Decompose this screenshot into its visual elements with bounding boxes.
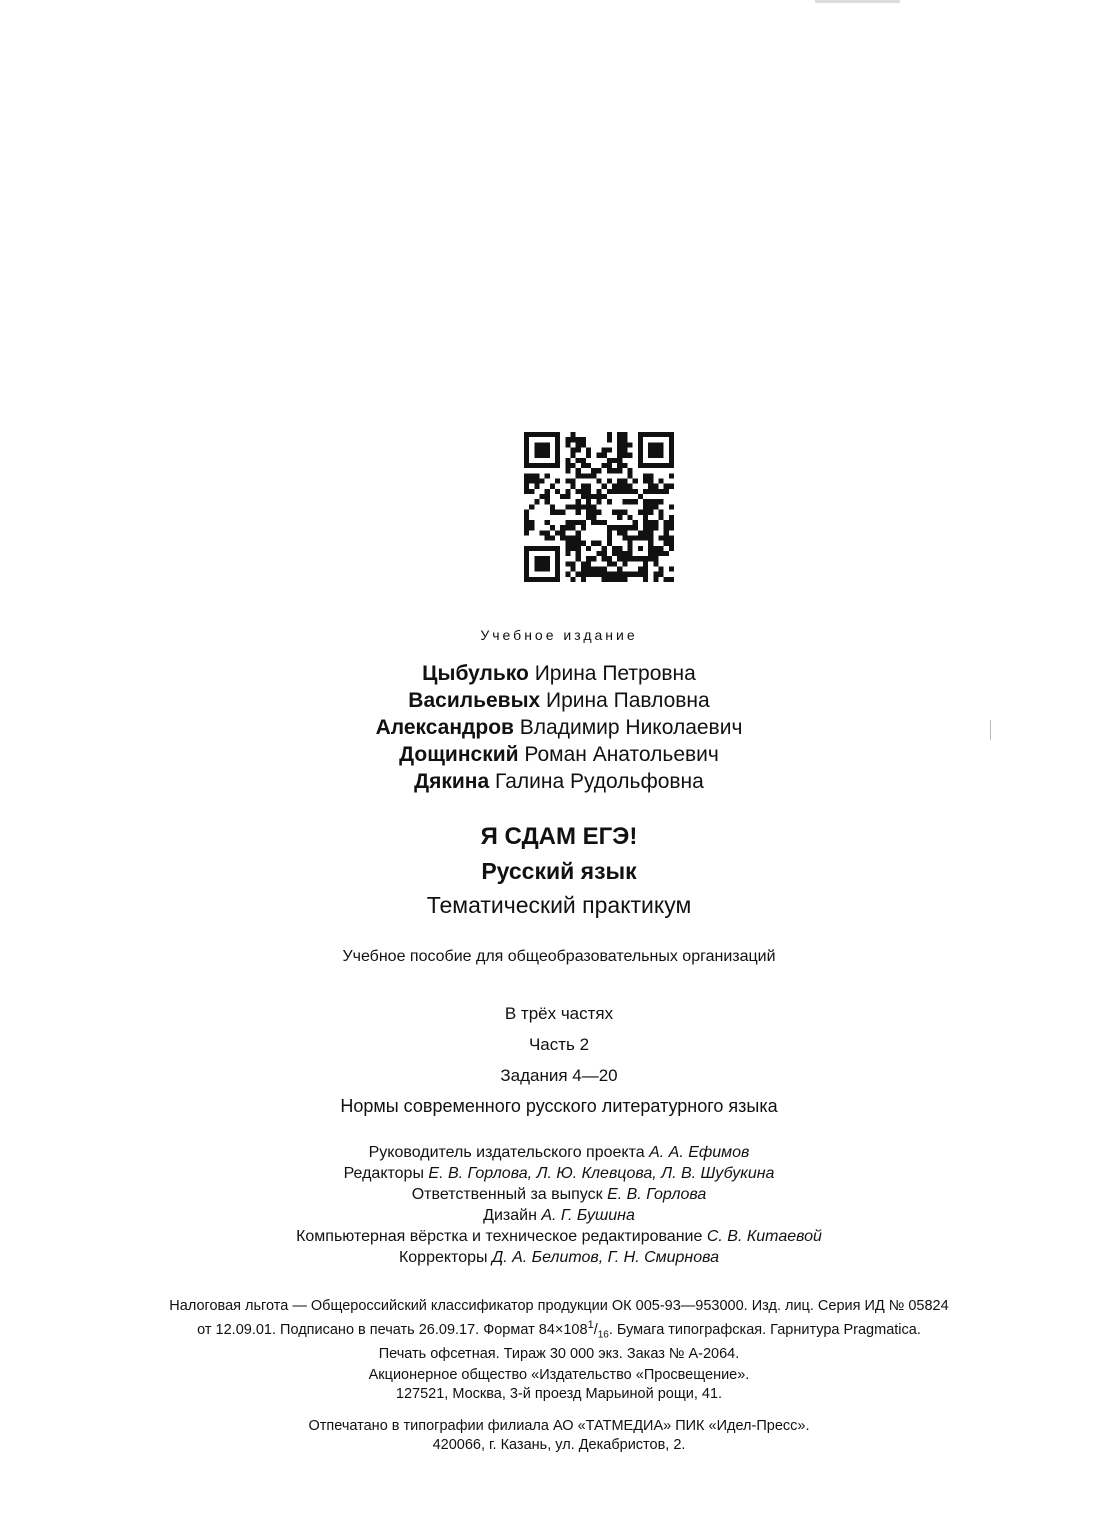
staff-line [0,1205,1118,1226]
imprint-line: Печать офсетная. Тираж 30 000 экз. Заказ № А-2064. [378,1345,740,1362]
author-line [0,768,1118,795]
series-label: Учебное издание [480,627,638,643]
staff-role: Ответственный за выпуск [411,1186,603,1203]
author-surname: Дякина [414,770,490,793]
publisher-address: 127521, Москва, 3-й проезд Марьиной рощи, 41. [395,1386,723,1402]
publisher-info [0,1366,1118,1404]
imprint-line: от 12.09.01. Подписано в печать 26.09.17. Формат $84\times 108^1/_{16}$. Бумага типографская. Гарнитура Pragmatica. [197,1319,921,1341]
scan-artifact [990,720,991,740]
staff-line [0,1163,1118,1184]
author-surname: Васильевых [408,689,541,712]
format-numerator: 1 [587,1319,594,1331]
staff-role: Компьютерная вёрстка и техническое редактирование [296,1228,703,1245]
staff-names: А. А. Ефимов [649,1144,750,1161]
staff-role: Дизайн [483,1207,537,1224]
author-name: Галина Рудольфовна [495,770,704,793]
authors-list [0,660,1118,795]
staff-names: Е. В. Горлова, Л. Ю. Клевцова, Л. В. Шубукина [428,1165,775,1182]
staff-line [0,1142,1118,1163]
staff-names: Е. В. Горлова [607,1186,707,1203]
printer-name: Отпечатано в типографии филиала АО «ТАТМЕДИА» ПИК «Идел-Пресс». [308,1418,810,1434]
tasks-range: Задания 4—20 [500,1066,618,1085]
author-name: Владимир Николаевич [519,716,743,739]
author-surname: Александров [375,716,514,739]
scan-artifact [815,0,900,3]
imprint-format: от 12.09.01. Подписано в печать 26.09.17. Формат 84×108 [197,1321,588,1338]
author-surname: Дощинский [399,743,519,766]
book-subtitle: Тематический практикум [426,892,692,918]
staff-role: Корректоры [398,1249,488,1266]
author-line [0,687,1118,714]
author-surname: Цыбулько [422,662,529,685]
parts-info [0,998,1118,1091]
printer-info [0,1417,1118,1455]
staff-names: А. Г. Бушина [541,1207,635,1224]
imprint-line: Налоговая льгота — Общероссийский классификатор продукции ОК 005-93—953000. Изд. лиц. Серия ИД № 05824 [169,1298,949,1314]
book-purpose: Учебное пособие для общеобразовательных организаций [342,948,776,965]
publisher-name: Акционерное общество «Издательство «Просвещение». [368,1367,750,1383]
staff-credits [0,1142,1118,1268]
part-number: Часть 2 [528,1035,590,1054]
parts-total: В трёх частях [504,1004,614,1023]
staff-role: Редакторы [343,1165,424,1182]
staff-line [0,1247,1118,1268]
imprint-paper: . Бумага типографская. Гарнитура Pragmatica. [608,1321,921,1338]
author-name: Ирина Петровна [534,662,696,685]
printer-address: 420066, г. Казань, ул. Декабристов, 2. [432,1437,686,1453]
author-line [0,660,1118,687]
format-denominator: 16 [597,1329,609,1341]
imprint-info [0,1297,1118,1364]
book-title: Я СДАМ ЕГЭ! [480,823,638,850]
staff-line [0,1226,1118,1247]
author-line [0,714,1118,741]
staff-names: Д. А. Белитов, Г. Н. Смирнова [491,1249,720,1266]
author-name: Роман Анатольевич [524,743,719,766]
staff-role: Руководитель издательского проекта [368,1144,645,1161]
qr-code-icon [524,432,674,582]
book-topic: Нормы современного русского литературного языка [340,1096,778,1116]
staff-names: С. В. Китаевой [706,1228,822,1245]
staff-line [0,1184,1118,1205]
author-name: Ирина Павловна [546,689,710,712]
author-line [0,741,1118,768]
book-subject: Русский язык [481,858,637,884]
